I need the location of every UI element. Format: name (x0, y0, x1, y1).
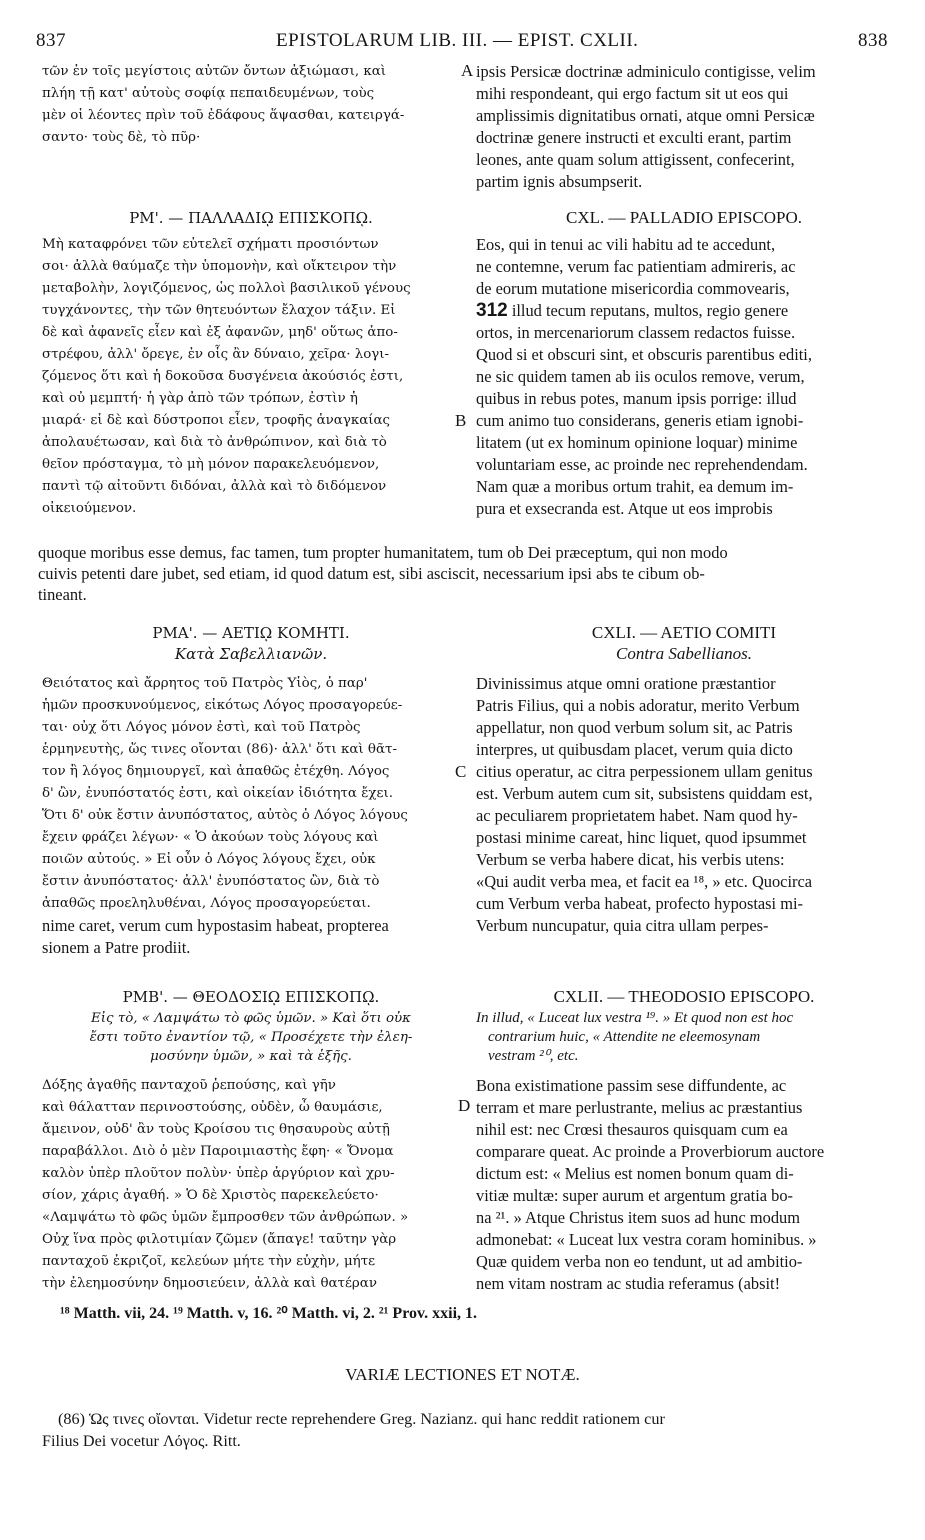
text-line: δὲ καὶ ἀφανεῖς εἶεν καὶ ἐξ ἀφανῶν, μηδ' οὕτως ἀπο- (42, 325, 398, 340)
text-line: «Λαμψάτω τὸ φῶς ὑμῶν ἔμπροσθεν τῶν ἀνθρώπων. » (42, 1210, 409, 1225)
text-line: Θειότατος καὶ ἄρρητος τοῦ Πατρὸς Υἱὸς, ὁ παρ' (42, 676, 368, 691)
text-line: Eos, qui in tenui ac vili habitu ad te accedunt, (476, 235, 776, 254)
notes-line: Filius Dei vocetur Λόγος. Ritt. (42, 1432, 241, 1450)
text-line: partim ignis absumpserit. (476, 172, 643, 191)
text-line: tineant. (38, 585, 87, 604)
text-line: na ²¹. » Atque Christus item suos ad hunc modum (476, 1208, 800, 1227)
epistle-141-greek-text (42, 673, 460, 959)
text-line: nime caret, verum cum hypostasim habeat, propterea (42, 916, 389, 935)
text-line: comparare queat. Ac proinde a Proverbiorum auctore (476, 1142, 825, 1161)
epistle-140-greek-text (42, 234, 460, 520)
text-line: ac peculiarem proprietatem habet. Nam quod hy- (476, 806, 798, 825)
page-number-left: 837 (36, 30, 66, 51)
text-line: Verbum se verba habere dicat, his verbis utens: (476, 850, 785, 869)
epistle-140-greek-title: ΡΜ'. — ΠΑΛΛΑΔΙῼ ΕΠΙΣΚΟΠῼ. (129, 209, 373, 227)
text-line: ἔχειν φράζει λέγων· « Ὁ ἀκούων τοὺς λόγους καὶ (42, 830, 379, 845)
text-line: postasi minime careat, hinc liquet, quod ipsummet (476, 828, 807, 847)
epistle-142-greek-title: ΡΜΒ'. — ΘΕΟΔΟΣΙῼ ΕΠΙΣΚΟΠῼ. (122, 988, 380, 1006)
margin-letter-a: A (461, 61, 474, 80)
text-line: μὲν οἱ λέοντες πρὶν τοῦ ἐδάφους ἅψασθαι, κατειργά- (42, 108, 405, 123)
epistle-142-latin-text (476, 1075, 892, 1295)
text-line: ἀπαθῶς προεληλυθέναι, Λόγος προσαγορεύεται. (42, 896, 371, 911)
text-line: ἔστι τοῦτο ἐναντίον τῷ, « Προσέχετε τὴν ἐλεη- (89, 1030, 413, 1045)
text-line: πλήη τῇ κατ' αὐτοὺς σοφίᾳ πεπαιδευμένων, τοὺς (42, 86, 375, 101)
text-line: nihil est: nec Crœsi thesauros quisquam cum ea (476, 1120, 788, 1139)
text-line: cuivis petenti dare jubet, sed etiam, id quod datum est, sibi asciscit, necessarium ipsi abs te cibum ob- (38, 564, 705, 583)
text-line: μιαρά· εἰ δὲ καὶ δύστροποι εἶεν, τροφῆς ἀναγκαίας (42, 413, 391, 428)
text-line: contrarium huic, « Attendite ne eleemosynam (488, 1029, 761, 1045)
text-line: de eorum mutatione misericordia commovearis, (476, 279, 790, 298)
text-line: leones, ante quam solum attigissent, confecerint, (476, 150, 795, 169)
text-line: interpres, ut quibusdam placet, verum quia dicto (476, 740, 793, 759)
text-line: doctrinæ genere instructi et exculti erant, partim (476, 128, 792, 147)
text-line: dictum est: « Melius est nomen bonum quam di- (476, 1164, 794, 1183)
text-line: amplissimis dignitatibus ornati, atque omni Persicæ (476, 106, 815, 125)
text-line: οἰκειούμενον. (42, 501, 137, 516)
text-line: Bona existimatione passim sese diffundente, ac (476, 1076, 787, 1095)
epistle-141-greek-subtitle: Κατὰ Σαβελλιανῶν. (174, 645, 328, 663)
epistle-141-latin-subtitle: Contra Sabellianos. (615, 644, 752, 663)
text-line: appellatur, non quod verbum solum sit, ac Patris (476, 718, 793, 737)
text-line: παντὶ τῷ αἰτοῦντι διδόναι, ἀλλὰ καὶ τὸ διδόμενον (42, 479, 387, 494)
text-line: καλὸν ὑπὲρ πλοῦτον πολὺν· ὑπὲρ ἀργύριον καὶ χρυ- (42, 1166, 395, 1181)
text-line: Εἰς τὸ, « Λαμψάτω τὸ φῶς ὑμῶν. » Καὶ ὅτι οὐκ (91, 1011, 411, 1026)
epistle-141-latin-text (476, 673, 892, 937)
text-line: Patris Filius, qui a nobis adoratur, merito Verbum (476, 696, 800, 715)
text-line: καὶ οὐ μεμπτή· ἡ γὰρ ἀπὸ τῶν τρόπων, ἐστὶν ἡ (42, 391, 358, 406)
text-line: τὴν ἐλεημοσύνην δημοσιεύειν, ἀλλὰ καὶ θατέραν (42, 1276, 377, 1291)
column-number: 312 (476, 300, 508, 321)
text-line: mihi respondeant, qui ergo factum sit ut eos qui (476, 84, 789, 103)
epistle-142-greek-text (42, 1075, 460, 1295)
margin-letter-d: D (458, 1096, 471, 1115)
text-line: ne sic quidem tamen ab iis oculos remove, verum, (476, 367, 805, 386)
text-line: pura et exsecranda est. Atque ut eos improbis (476, 499, 773, 518)
text-line: καὶ θάλατταν περινοστούσης, οὐδὲν, ὦ θαυμάσιε, (42, 1100, 383, 1115)
text-line: Μὴ καταφρόνει τῶν εὐτελεῖ σχήματι προσιόντων (42, 237, 379, 252)
text-line: σοι· ἀλλὰ θαύμαζε τὴν ὑπομονὴν, καὶ οἴκτειρον τὴν (42, 259, 397, 274)
greek-continuation (42, 61, 460, 149)
text-line: ζόμενος ὅτι καὶ ἡ δοκοῦσα δυσγένεια ἀκούσιός ἐστι, (42, 369, 404, 384)
text-line: terram et mare perlustrante, melius ac præstantius (476, 1098, 803, 1117)
text-line: Divinissimus atque omni oratione præstantior (476, 674, 776, 693)
epistle-142-latin-title: CXLII. — THEODOSIO EPISCOPO. (553, 987, 815, 1006)
text-line: Verbum nuncupatur, quia citra ullam perpes- (476, 916, 769, 935)
epistle-142-greek-subtitle (42, 1009, 460, 1066)
text-line: ται· οὐχ ὅτι Λόγος μόνον ἐστὶ, καὶ τοῦ Πατρὸς (42, 720, 361, 735)
text-line: ortos, in mercenariorum classem redactos fuisse. (476, 323, 796, 342)
text-line: nem vitam nostram ac studia referamus (absit! (476, 1274, 781, 1293)
text-line: ἑρμηνευτὴς, ὥς τινες οἴονται (86)· ἀλλ' ὅτι καὶ θᾶτ- (42, 742, 397, 757)
epistle-140-latin-title: CXL. — PALLADIO EPISCOPO. (566, 208, 802, 227)
latin-continuation (476, 61, 892, 193)
text-line: quoque moribus esse demus, fac tamen, tum propter humanitatem, tum ob Dei præceptum, qui non modo (38, 543, 728, 562)
footnotes: ¹⁸ Matth. vii, 24. ¹⁹ Matth. v, 16. ²⁰ Matth. vi, 2. ²¹ Prov. xxii, 1. (60, 1305, 478, 1322)
text-line: μοσύνην ὑμῶν, » καὶ τὰ ἑξῆς. (150, 1049, 352, 1064)
text-line: Nam quæ a moribus ortum trahit, ea demum im- (476, 477, 794, 496)
notes-title: VARIÆ LECTIONES ET NOTÆ. (345, 1365, 580, 1384)
text-line: quibus in rebus potes, manum ipsis porrige: illud (476, 389, 797, 408)
text-line: ἀπολαυέτωσαν, καὶ διὰ τὸ ἀνθρώπινον, καὶ διὰ τὸ (42, 435, 387, 450)
text-line: θεῖον πρόσταγμα, τὸ μὴ μόνον παρακελευόμενον, (42, 457, 380, 472)
text-line: ἔστιν ἀνυπόστατος· ἀλλ' ἐνυπόστατος ὢν, διὰ τὸ (42, 874, 380, 889)
text-line: τυγχάνοντες, τὴν τῶν θητευόντων ἔλαχον τάξιν. Εἰ (42, 303, 396, 318)
text-line (476, 300, 892, 322)
text-line: σαντο· τοὺς δὲ, τὸ πῦρ· (42, 130, 201, 145)
text-span: illud tecum reputans, multos, regio genere (511, 301, 789, 320)
text-line: cum animo tuo considerans, generis etiam ignobi- (476, 411, 804, 430)
text-line: ἄμεινον, οὐδ' ἂν τοὺς Κροίσου τις θησαυροὺς αὐτῇ (42, 1122, 390, 1137)
text-line: ne contemne, verum fac patientiam admireris, ac (476, 257, 796, 276)
text-line: admonebat: « Luceat lux vestra coram hominibus. » (476, 1230, 817, 1249)
text-line: τον ἢ λόγος δημιουργεῖ, καὶ ἀπαθῶς ἐτέχθη. Λόγος (42, 764, 390, 779)
notes-line: (86) Ὡς τινες οἴονται. Videtur recte reprehendere Greg. Nazianz. qui hanc reddit rationem cur (58, 1410, 665, 1428)
text-line: citius operatur, ac citra perpessionem ullam genitus (476, 762, 813, 781)
text-line: Ὅτι δ' οὐκ ἔστιν ἀνυπόστατος, αὐτὸς ὁ Λόγος λόγους (42, 808, 408, 823)
text-line: ipsis Persicæ doctrinæ adminiculo contigisse, velim (476, 62, 816, 81)
text-line: vitiæ multæ: super aurum et argentum gratia bo- (476, 1186, 793, 1205)
page-number-right: 838 (858, 30, 888, 51)
text-line: cum Verbum verba habeat, profecto hypostasi mi- (476, 894, 803, 913)
text-line: est. Verbum autem cum sit, subsistens quiddam est, (476, 784, 813, 803)
text-line: «Qui audit verba mea, et facit ea ¹⁸, » etc. Quocirca (476, 872, 813, 891)
text-line: Quæ quidem verba non eo tendunt, ut ad ambitio- (476, 1252, 803, 1271)
epistle-142-latin-subtitle (476, 1009, 892, 1066)
text-line: vestram ²⁰, etc. (488, 1048, 579, 1064)
text-line: δ' ὢν, ἐνυπόστατός ἐστι, καὶ οἰκείαν ἰδιότητα ἔχει. (42, 786, 393, 801)
text-line: Οὐχ ἵνα πρὸς φιλοτιμίαν ζῶμεν (ἄπαγε! ταῦτην γὰρ (42, 1232, 397, 1247)
text-line: ἡμῶν προσκυνούμενος, εἰκότως Λόγος προσαγορεύε- (42, 698, 403, 713)
text-line: ποιῶν αὐτούς. » Εἰ οὖν ὁ Λόγος λόγους ἔχει, οὐκ (42, 852, 376, 867)
margin-letter-c: C (455, 762, 467, 781)
text-line: sionem a Patre prodiit. (42, 938, 191, 957)
epistle-140-full-width (38, 542, 893, 605)
running-title: EPISTOLARUM LIB. III. — EPIST. CXLII. (276, 30, 639, 51)
text-line: In illud, « Luceat lux vestra ¹⁹. » Et quod non est hoc (476, 1010, 794, 1026)
text-line: στρέφου, ἀλλ' ὄρεγε, ἐν οἷς ἂν δύναιο, χεῖρα· λογι- (42, 347, 390, 362)
epistle-141-latin-title: CXLI. — AETIO COMITI (591, 623, 777, 642)
text-line: litatem (ut ex hominum opinione loquar) minime (476, 433, 798, 452)
text-line: μεταβολὴν, λογιζόμενος, ὡς πολλοὶ βασιλικοῦ γένους (42, 281, 411, 296)
text-line: τῶν ἐν τοῖς μεγίστοις αὐτῶν ὄντων ἀξιώμασι, καὶ (42, 64, 387, 79)
text-line: Quod si et obscuri sint, et obscuris parentibus editi, (476, 345, 812, 364)
text-line: Δόξης ἀγαθῆς πανταχοῦ ῥεπούσης, καὶ γῆν (42, 1078, 336, 1093)
text-line: πανταχοῦ ἐκριζοῖ, κελεύων μήτε τὴν εὐχὴν, μήτε (42, 1254, 376, 1269)
margin-letter-b: B (455, 411, 467, 430)
text-line: παραβάλλοι. Διὸ ὁ μὲν Παροιμιαστὴς ἔφη· « Ὄνομα (42, 1144, 394, 1159)
epistle-140-latin-text (476, 234, 892, 520)
text-line: σίον, χάρις ἀγαθή. » Ὁ δὲ Χριστὸς παρεκελεύετο· (42, 1188, 379, 1203)
epistle-141-greek-title: ΡΜΑ'. — ΑΕΤΙῼ ΚΟΜΗΤΙ. (152, 624, 350, 642)
text-line: voluntariam esse, ac proinde nec reprehendendam. (476, 455, 808, 474)
